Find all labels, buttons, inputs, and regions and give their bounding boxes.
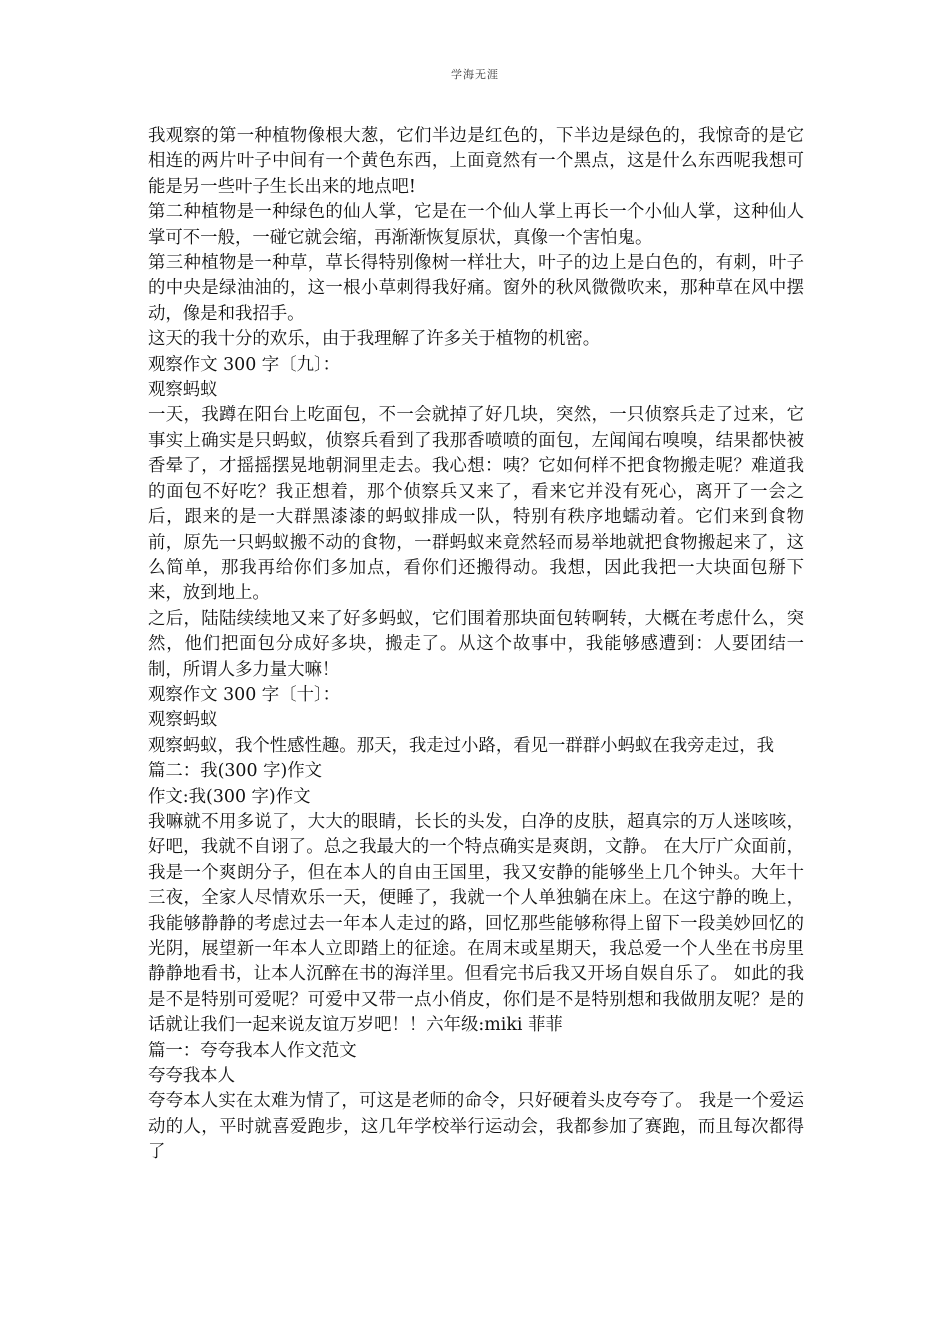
paragraph-ants-ending: 之后，陆陆续续地又来了好多蚂蚁，它们围着那块面包转啊转，大概在考虑什么，突然，他们把面包分成好多块，搬走了。从这个故事中，我能够感遭到：人要团结一制，所谓人多力量大嘛！ — [148, 608, 804, 680]
paragraph-plant-conclusion: 这天的我十分的欢乐，由于我理解了许多关于植物的机密。 — [148, 329, 601, 350]
paragraph-me: 我嘛就不用多说了，大大的眼睛，长长的头发，白净的皮肤，超真宗的万人迷咳咳，好吧，我就不自诩了。总之我最大的一个特点确实是爽朗，文静。 在大厅广众面前，我是一个爽朗分子，但在本人的自由王国里，我又安静的能够坐上几个钟头。大年十三夜，全家人尽情欢乐一天，便睡了，我就一个人单独躺在床上。在这宁静的晚上，我能够静静的考虑过去一年本人走过的路，回忆那些能够称得上留下一段美妙回忆的光阴，展望新一年本人立即踏上的征途。在周末或星期天，我总爱一个人坐在书房里静静地看书，让本人沉醉在书的海洋里。但看完书后我又开场自娱自乐了。 如此的我是不是特别可爱呢？可爱中又带一点小俏皮，你们是不是特别想和我做朋友呢？是的话就让我们一起来说友谊万岁吧！！六年级:miki 菲菲 — [148, 811, 804, 1036]
page-header: 学海无涯 — [451, 68, 499, 81]
paragraph-ants-2: 观察蚂蚁，我个性感性趣。那天，我走过小路，看见一群群小蚂蚁在我旁走过，我 — [148, 735, 775, 756]
section-heading-10: 观察作文 300 字〔十〕： — [148, 684, 341, 705]
paragraph-ants-story: 一天，我蹲在阳台上吃面包，不一会就掉了好几块，突然，一只侦察兵走了过来，它事实上确实是只蚂蚁，侦察兵看到了我那香喷喷的面包，左闻闻右嗅嗅，结果都快被香晕了，才摇摇摆晃地朝洞里走去。我心想：咦？它如何样不把食物搬走呢？难道我的面包不好吃？我正想着，那个侦察兵又来了，看来它并没有死心，离开了一会之后，跟来的是一大群黑漆漆的蚂蚁排成一队，特别有秩序地蠕动着。它们来到食物前，原先一只蚂蚁搬不动的食物，一群蚂蚁来竟然轻而易举地就把食物搬起来了，这么简单，那我再给你们多加点，看你们还搬得动。我想，因此我把一大块面包掰下来，放到地上。 — [148, 405, 804, 604]
essay-title-me: 作文:我(300 字)作文 — [148, 786, 311, 807]
essay-title-ants-2: 观察蚂蚁 — [148, 710, 218, 731]
document-body — [148, 124, 804, 1166]
section-heading-9: 观察作文 300 字〔九〕： — [148, 354, 341, 375]
section-heading-part-1: 篇一：夸夸我本人作文范文 — [148, 1040, 357, 1061]
paragraph-plant-2: 第二种植物是一种绿色的仙人掌，它是在一个仙人掌上再长一个小仙人掌，这种仙人掌可不一般，一碰它就会缩，再渐渐恢复原状，真像一个害怕鬼。 — [148, 202, 804, 248]
essay-title-praise: 夸夸我本人 — [148, 1066, 235, 1087]
paragraph-plant-1: 我观察的第一种植物像根大葱，它们半边是红色的，下半边是绿色的，我惊奇的是它相连的两片叶子中间有一个黄色东西，上面竟然有一个黑点，这是什么东西呢我想可能是另一些叶子生长出来的地点吧! — [148, 126, 804, 197]
essay-title-ants-1: 观察蚂蚁 — [148, 380, 218, 401]
paragraph-praise: 夸夸本人实在太难为情了，可这是老师的命令，只好硬着头皮夸夸了。 我是一个爱运动的人，平时就喜爱跑步，这几年学校举行运动会，我都参加了赛跑，而且每次都得了 — [148, 1091, 804, 1163]
paragraph-plant-3: 第三种植物是一种草，草长得特别像树一样壮大，叶子的边上是白色的，有刺，叶子的中央是绿油油的，这一根小草刺得我好痛。窗外的秋风微微吹来，那种草在风中摆动，像是和我招手。 — [148, 253, 804, 324]
section-heading-part-2: 篇二：我(300 字)作文 — [148, 761, 323, 782]
